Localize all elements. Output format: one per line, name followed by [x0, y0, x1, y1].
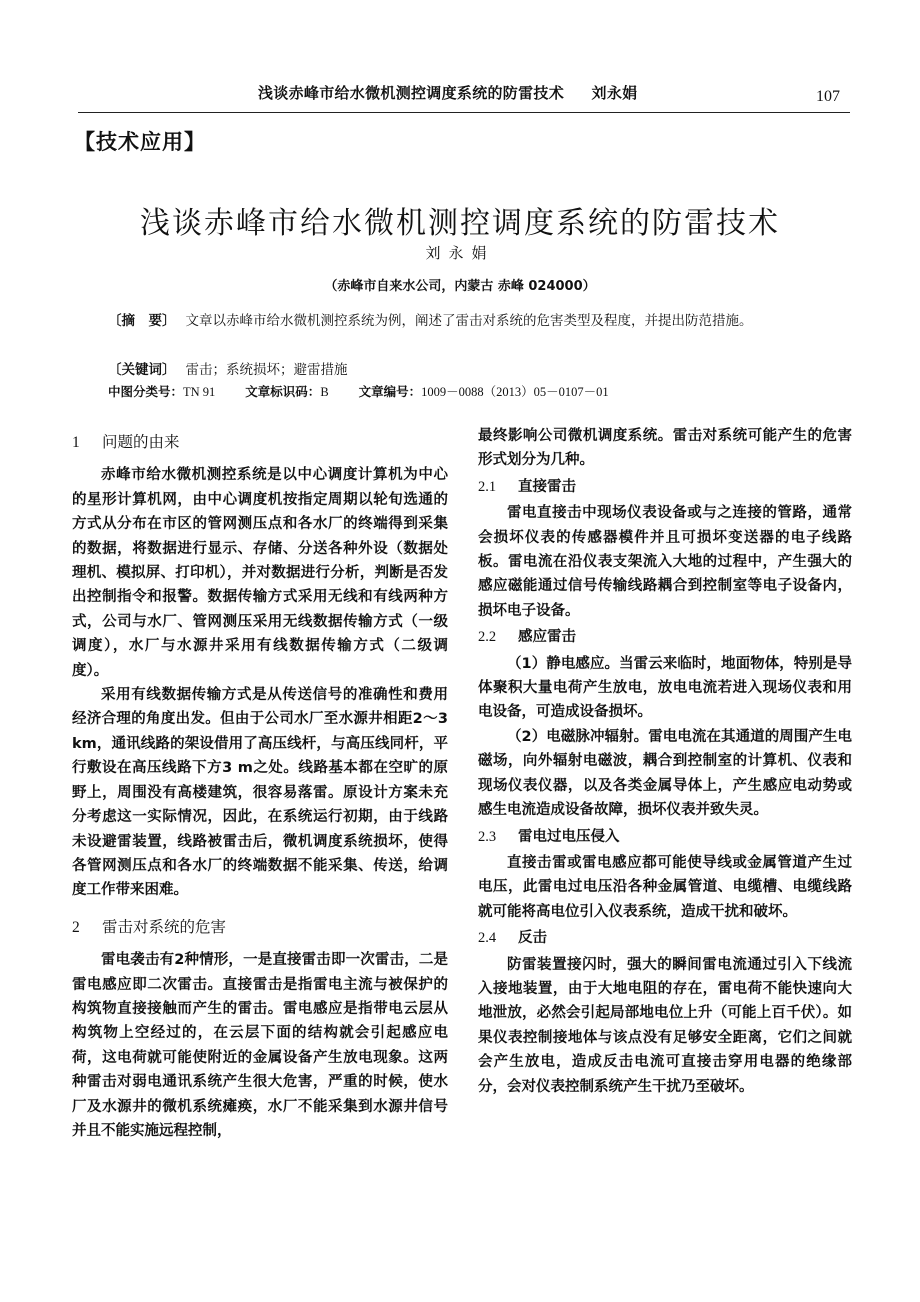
section-2-4-title: 反击 — [518, 930, 547, 947]
right-column — [478, 424, 852, 1099]
section-1-heading — [72, 430, 448, 455]
abstract-text: 文章以赤峰市给水微机测控系统为例，阐述了雷击对系统的危害类型及程度，并提出防范措施。 — [185, 313, 753, 329]
section-1-paragraph-1: 赤峰市给水微机测控系统是以中心调度计算机为中心的星形计算机网，由中心调度机按指定周期以轮旬选通的方式从分布在市区的管网测压点和各水厂的终端得到采集的数据，将数据进行显示、存储、分送各种外设（数据处理机、模拟屏、打印机），并对数据进行分析，判断是否发出控制指令和报警。数据传输方式采用无线和有线两种方式，公司与水厂、管网测压采用无线数据传输方式（一级调度），水厂与水源井采用有线数据传输方式（二级调度）。 — [72, 467, 448, 679]
section-2-3-heading — [478, 825, 852, 849]
section-2-4-number: 2.4 — [478, 930, 497, 947]
doc-code-label: 文章标识码： — [245, 384, 321, 399]
section-2-4-paragraph: 防雷装置接闪时，强大的瞬间雷电流通过引入下线流入接地装置，由于大地电阻的存在，雷电荷不能快速向大地泄放，必然会引起局部地电位上升（可能上百千伏）。如果仪表控制接地体与该点没有足够安全距离，它们之间就会产生放电，造成反击电流可直接击穿用电器的绝缘部分，会对仪表控制系统产生干扰乃至破坏。 — [478, 956, 852, 1095]
section-2-1-number: 2.1 — [478, 478, 497, 495]
clc-label: 中图分类号： — [108, 384, 184, 399]
author-name: 刘永娟 — [425, 244, 495, 262]
section-2-paragraph-1: 雷电袭击有2种情形，一是直接雷击即一次雷击，二是雷电感应即二次雷击。直接雷击是指雷电主流与被保护的构筑物直接接触而产生的雷击。雷电感应是指带电云层从构筑物上空经过的，在云层下面的结构就会引起感应电荷，这电荷就可能使附近的金属设备产生放电现象。这两种雷击对弱电通讯系统产生很大危害，严重的时候，使水厂及水源井的微机系统瘫痪，水厂不能采集到水源井信号并且不能实施远程控制， — [72, 952, 448, 1139]
section-tag: 【技术应用】 — [74, 130, 206, 154]
classification-line — [108, 382, 635, 400]
article-title: 浅谈赤峰市给水微机测控调度系统的防雷技术 — [140, 206, 780, 242]
section-2-3-paragraph: 直接击雷或雷电感应都可能使导线或金属管道产生过电压，此雷电过电压沿各种金属管道、电缆槽、电缆线路就可能将高电位引入仪表系统，造成干扰和破坏。 — [478, 854, 852, 920]
article-no-label: 文章编号： — [358, 384, 422, 399]
section-1-number: 1 — [72, 434, 80, 451]
section-1-title: 问题的由来 — [102, 433, 180, 451]
abstract — [108, 310, 820, 333]
section-2-title: 雷击对系统的危害 — [102, 917, 227, 936]
running-author: 刘永娟 — [591, 84, 638, 102]
keywords-text: 雷击；系统损坏；避雷措施 — [185, 362, 348, 378]
section-2-1-heading — [478, 475, 852, 499]
section-2-2-paragraph-2: （2）电磁脉冲辐射。雷电电流在其通道的周围产生电磁场，向外辐射电磁波，耦合到控制室的计算机、仪表和现场仪表仪器，以及各类金属导体上，产生感应电动势或感生电流造成设备故障，损坏仪表并致失灵。 — [478, 728, 852, 819]
section-2-2-number: 2.2 — [478, 629, 497, 646]
section-2-2-paragraph-1: （1）静电感应。当雷云来临时，地面物体，特别是导体聚积大量电荷产生放电，放电电流若进入现场仪表和用电设备，可造成设备损坏。 — [478, 655, 852, 721]
doc-code-value: B — [320, 385, 329, 399]
section-2-4-heading — [478, 926, 852, 950]
continued-paragraph: 最终影响公司微机调度系统。雷击对系统可能产生的危害形式划分为几种。 — [478, 428, 852, 469]
section-2-3-number: 2.3 — [478, 828, 497, 845]
section-2-1-title: 直接雷击 — [518, 478, 576, 495]
keywords-label: 〔关键词〕 — [108, 362, 176, 378]
left-column — [72, 424, 448, 1143]
header-rule — [78, 112, 850, 113]
clc-value: TN 91 — [183, 385, 216, 399]
section-2-2-heading — [478, 625, 852, 649]
section-2-3-title: 雷电过电压侵入 — [518, 828, 620, 845]
affiliation: （赤峰市自来水公司，内蒙古 赤峰 024000） — [324, 279, 596, 294]
keywords — [108, 358, 348, 378]
running-title: 浅谈赤峰市给水微机测控调度系统的防雷技术 — [258, 84, 565, 102]
section-2-heading — [72, 915, 448, 940]
section-2-2-title: 感应雷击 — [518, 629, 576, 646]
section-1-paragraph-2: 采用有线数据传输方式是从传送信号的准确性和费用经济合理的角度出发。但由于公司水厂至水源井相距2～3 km，通讯线路的架设借用了高压线杆，与高压线同杆，平行敷设在高压线路下方3 m之处。线路基本都在空旷的原野上，周围没有高楼建筑，很容易落雷。原设计方案未充分考虑这一实际情况，因此，在系统运行初期，由于线路未设避雷装置，线路被雷击后，微机调度系统损坏，使得各管网测压点和各水厂的终端数据不能采集、传送，给调度工作带来困难。 — [72, 687, 448, 899]
page-number: 107 — [816, 88, 840, 105]
section-2-1-paragraph: 雷电直接击中现场仪表设备或与之连接的管路，通常会损坏仪表的传感器模件并且可损坏变送器的电子线路板。雷电流在沿仪表支架流入大地的过程中，产生强大的感应磁能通过信号传输线路耦合到控制室等电子设备内，损坏电子设备。 — [478, 505, 852, 619]
section-2-number: 2 — [72, 918, 80, 936]
running-header — [258, 82, 637, 103]
abstract-label: 〔摘 要〕 — [108, 313, 176, 329]
article-no-value: 1009－0088（2013）05－0107－01 — [421, 385, 609, 399]
